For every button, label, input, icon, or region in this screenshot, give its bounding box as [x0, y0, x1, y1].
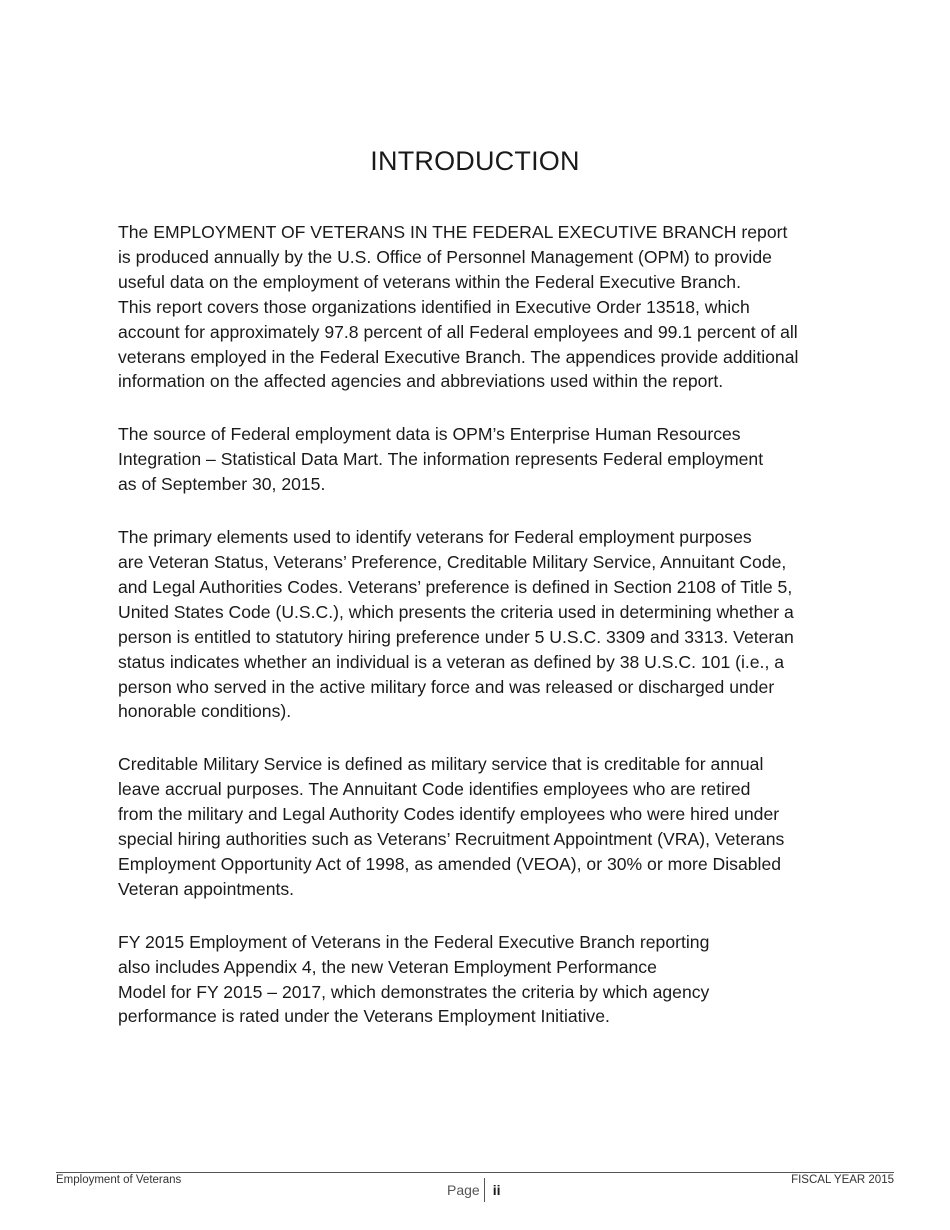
- text-line: This report covers those organizations identified in Executive Order 13518, which: [118, 296, 750, 317]
- text-line: United States Code (U.S.C.), which presents the criteria used in determining whether a: [118, 601, 794, 622]
- text-line: useful data on the employment of veterans within the Federal Executive Branch.: [118, 271, 741, 292]
- text-line: The primary elements used to identify veterans for Federal employment purposes: [118, 527, 752, 548]
- text-line: Employment Opportunity Act of 1998, as amended (VEOA), or 30% or more Disabled: [118, 853, 782, 874]
- text-line: are Veteran Status, Veterans’ Preference, Creditable Military Service, Annuitant Code,: [118, 551, 787, 572]
- text-line: FY 2015 Employment of Veterans in the Federal Executive Branch reporting: [118, 931, 710, 952]
- paragraph-2: [118, 422, 838, 497]
- text-line: as of September 30, 2015.: [118, 474, 326, 495]
- text-line: also includes Appendix 4, the new Veteran Employment Performance: [118, 956, 657, 977]
- text-line: performance is rated under the Veterans Employment Initiative.: [118, 1006, 610, 1027]
- text-line: special hiring authorities such as Veterans’ Recruitment Appointment (VRA), Veterans: [118, 829, 785, 850]
- text-line: Veteran appointments.: [118, 878, 295, 899]
- text-line: and Legal Authorities Codes. Veterans’ preference is defined in Section 2108 of Title 5,: [118, 576, 793, 597]
- text-line: person is entitled to statutory hiring preference under 5 U.S.C. 3309 and 3313. Veteran: [118, 626, 794, 647]
- text-line: person who served in the active military force and was released or discharged under: [118, 676, 775, 697]
- page-number: ii: [492, 1182, 501, 1198]
- footer-report-name: Employment of Veterans: [56, 1174, 182, 1186]
- paragraph-3: [118, 525, 838, 724]
- paragraph-5: [118, 930, 838, 1030]
- text-line: status indicates whether an individual is a veteran as defined by 38 U.S.C. 101 (i.e., a: [118, 651, 785, 672]
- text-line: The EMPLOYMENT OF VETERANS IN THE FEDERAL EXECUTIVE BRANCH report: [118, 222, 788, 242]
- page-label: Page: [447, 1182, 480, 1198]
- footer-fiscal-year: FISCAL YEAR 2015: [791, 1174, 894, 1186]
- page-separator: [484, 1178, 485, 1202]
- text-line: honorable conditions).: [118, 701, 292, 722]
- paragraph-1: [118, 220, 838, 394]
- text-line: information on the affected agencies and abbreviations used within the report.: [118, 371, 724, 392]
- footer-divider: [56, 1172, 894, 1173]
- text-line: veterans employed in the Federal Executive Branch. The appendices provide additional: [118, 346, 799, 367]
- document-body: [118, 220, 838, 1057]
- footer-page-indicator: [447, 1178, 500, 1202]
- text-line: is produced annually by the U.S. Office of Personnel Management (OPM) to provide: [118, 246, 772, 267]
- text-line: Creditable Military Service is defined as military service that is creditable for annual: [118, 754, 764, 775]
- text-line: account for approximately 97.8 percent of all Federal employees and 99.1 percent of all: [118, 321, 798, 342]
- text-line: from the military and Legal Authority Codes identify employees who were hired under: [118, 804, 780, 825]
- text-line: The source of Federal employment data is OPM’s Enterprise Human Resources: [118, 424, 741, 445]
- text-line: Integration – Statistical Data Mart. The information represents Federal employment: [118, 449, 764, 470]
- text-line: Model for FY 2015 – 2017, which demonstrates the criteria by which agency: [118, 981, 710, 1002]
- paragraph-4: [118, 752, 838, 901]
- page-title: INTRODUCTION: [370, 146, 580, 176]
- text-line: leave accrual purposes. The Annuitant Code identifies employees who are retired: [118, 779, 751, 800]
